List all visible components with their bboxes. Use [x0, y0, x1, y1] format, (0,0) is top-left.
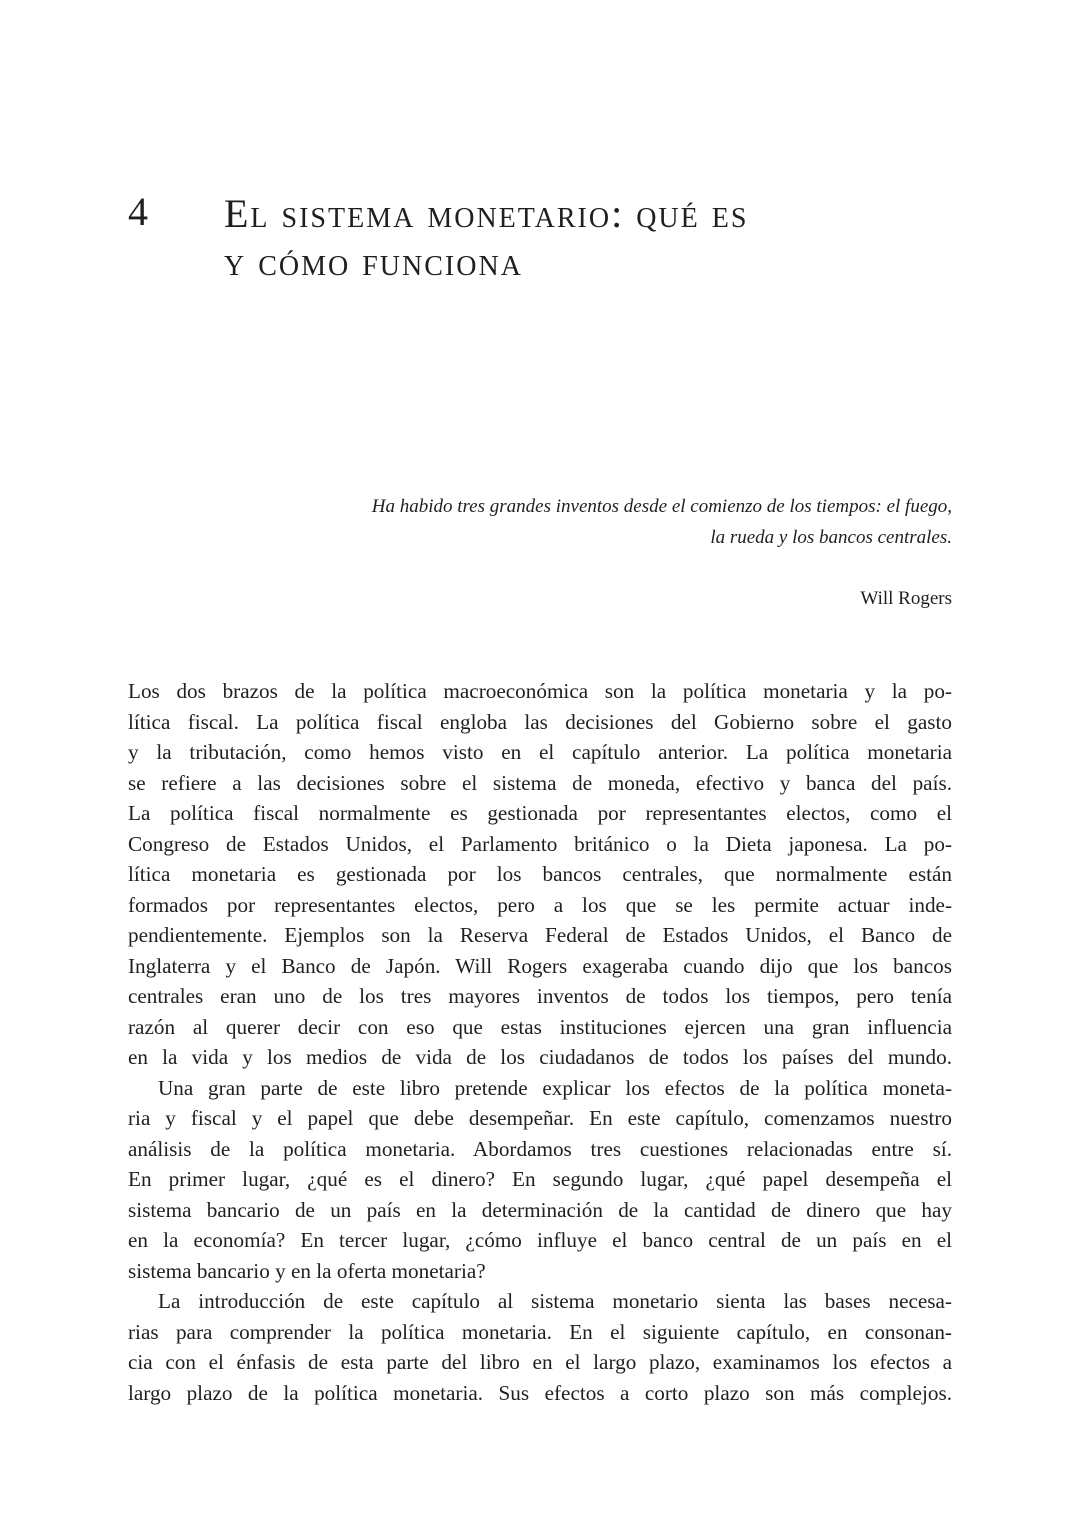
chapter-title-line: El sistema monetario: qué es — [224, 191, 749, 236]
text-line: Los dos brazos de la política macroeconómica son la política monetaria y la po- — [128, 679, 952, 703]
epigraph-line: Ha habido tres grandes inventos desde el comienzo de los tiempos: el fuego, — [371, 496, 952, 517]
chapter-number: 4 — [128, 189, 148, 234]
text-line: rias para comprender la política monetaria. En el siguiente capítulo, en consonan- — [128, 1319, 952, 1344]
text-line: La introducción de este capítulo al sistema monetario sienta las bases necesa- — [158, 1289, 952, 1313]
text-line: pendientemente. Ejemplos son la Reserva Federal de Estados Unidos, el Banco de — [128, 923, 952, 947]
text-line: análisis de la política monetaria. Abordamos tres cuestiones relacionadas entre sí. — [128, 1136, 952, 1161]
text-line: lítica fiscal. La política fiscal engloba las decisiones del Gobierno sobre el gasto — [128, 709, 952, 734]
chapter-title — [224, 190, 984, 286]
text-line: se refiere a las decisiones sobre el sistema de moneda, efectivo y banca del país. — [128, 770, 952, 795]
chapter-title-line: y cómo funciona — [224, 239, 523, 284]
text-line: Inglaterra y el Banco de Japón. Will Rogers exageraba cuando dijo que los bancos — [128, 953, 952, 978]
text-line: razón al querer decir con eso que estas instituciones ejercen una gran influencia — [128, 1014, 952, 1039]
text-line: La política fiscal normalmente es gestionada por representantes electos, como el — [128, 801, 952, 825]
text-line: largo plazo de la política monetaria. Sus efectos a corto plazo son más complejos. — [128, 1380, 952, 1405]
text-line: lítica monetaria es gestionada por los bancos centrales, que normalmente están — [128, 862, 952, 886]
text-line: En primer lugar, ¿qué es el dinero? En segundo lugar, ¿qué papel desempeña el — [128, 1167, 952, 1191]
text-line: formados por representantes electos, pero a los que se les permite actuar inde- — [128, 892, 952, 917]
epigraph-author: Will Rogers — [860, 588, 952, 609]
text-line: Una gran parte de este libro pretende explicar los efectos de la política moneta- — [158, 1075, 952, 1100]
text-line: cia con el énfasis de esta parte del libro en el largo plazo, examinamos los efectos a — [128, 1350, 952, 1374]
text-line: en la vida y los medios de vida de los ciudadanos de todos los países del mundo. — [128, 1045, 952, 1069]
text-line: ria y fiscal y el papel que debe desempeñar. En este capítulo, comenzamos nuestro — [128, 1106, 952, 1130]
text-line: Congreso de Estados Unidos, el Parlamento británico o la Dieta japonesa. La po- — [128, 831, 952, 856]
epigraph-line: la rueda y los bancos centrales. — [710, 527, 952, 548]
text-line: y la tributación, como hemos visto en el capítulo anterior. La política monetaria — [128, 740, 952, 764]
epigraph-quote — [300, 491, 952, 553]
text-line: sistema bancario y en la oferta monetaria? — [128, 1258, 486, 1283]
body-text — [128, 676, 952, 1408]
text-line: en la economía? En tercer lugar, ¿cómo influye el banco central de un país en el — [128, 1228, 952, 1252]
text-line: centrales eran uno de los tres mayores inventos de todos los tiempos, pero tenía — [128, 984, 952, 1008]
text-line: sistema bancario de un país en la determinación de la cantidad de dinero que hay — [128, 1197, 952, 1222]
